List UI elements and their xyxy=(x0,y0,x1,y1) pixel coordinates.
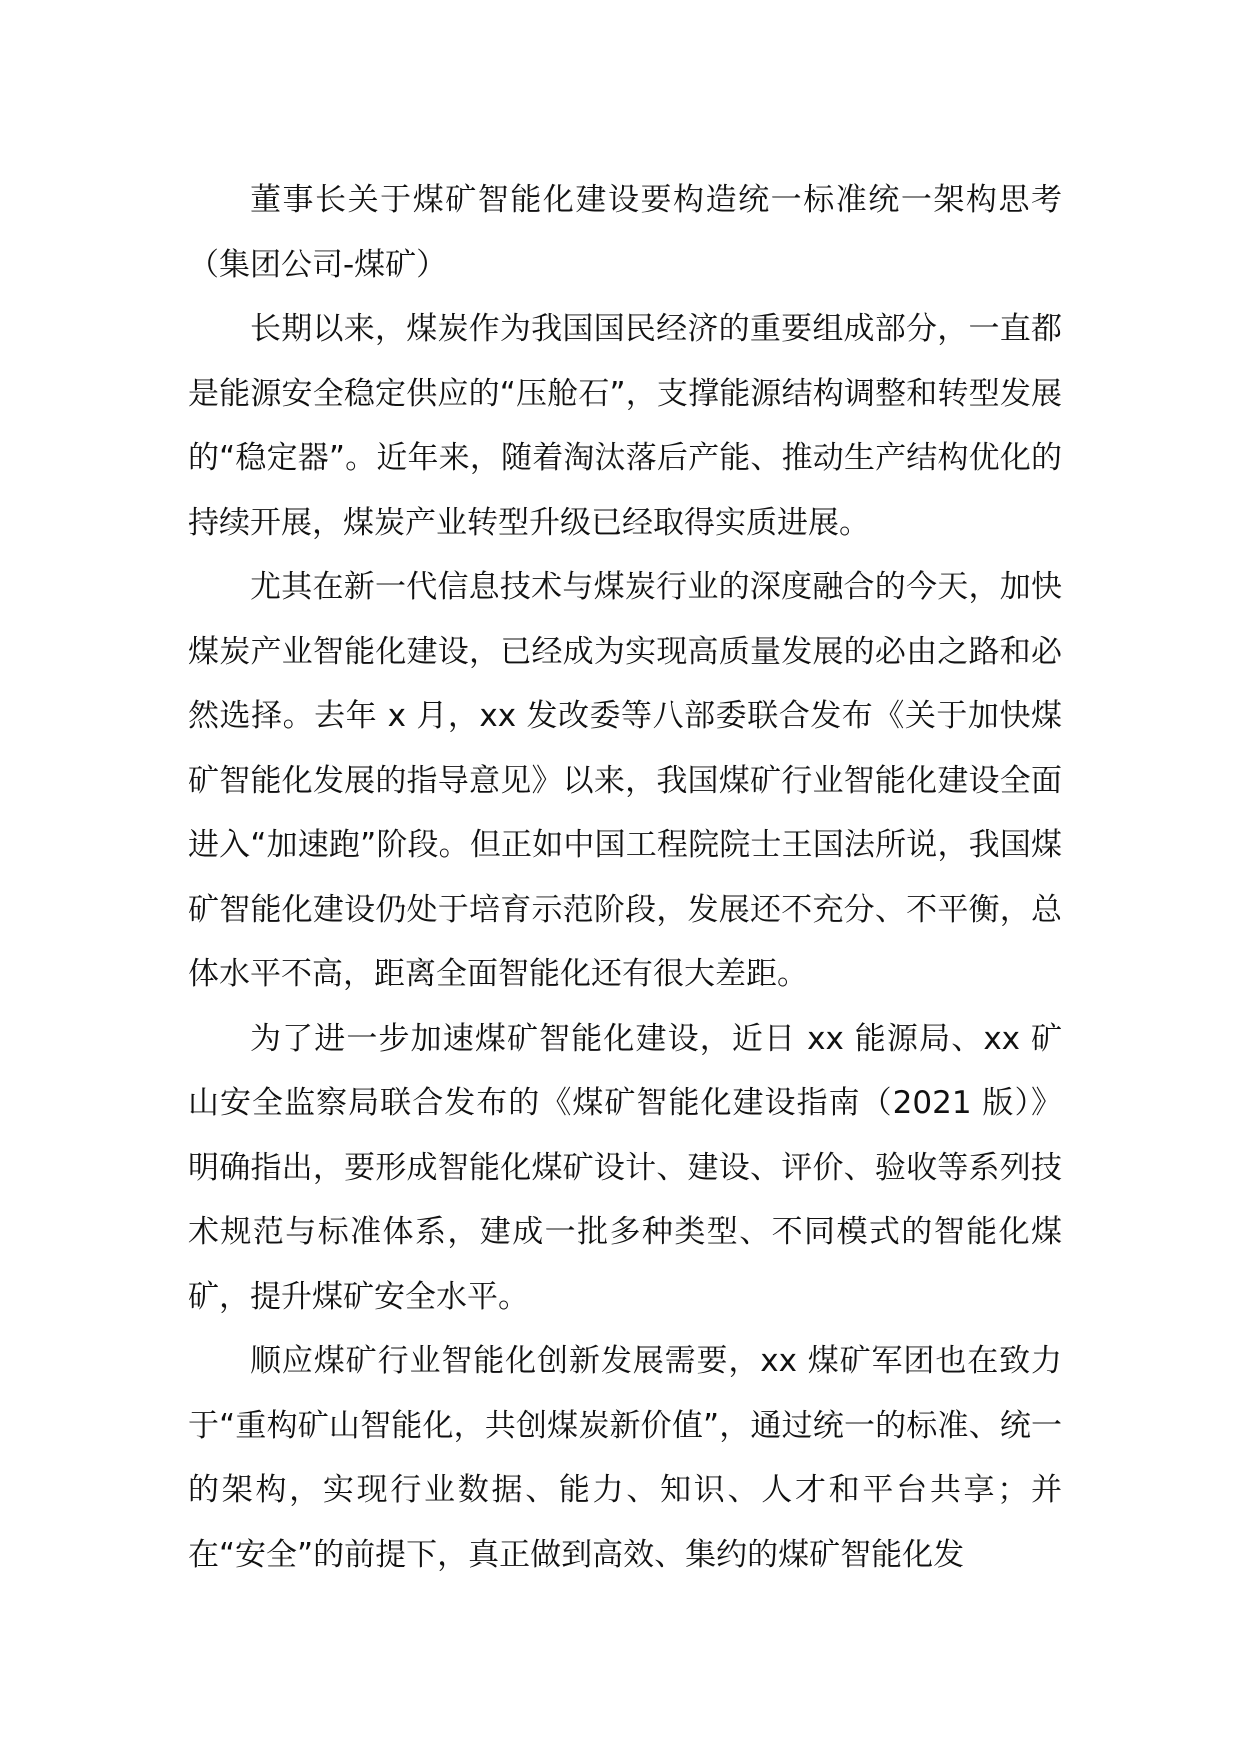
paragraph-2: 尤其在新一代信息技术与煤炭行业的深度融合的今天，加快煤炭产业智能化建设，已经成为实现高质量发展的必由之路和必然选择。去年 x 月，xx 发改委等八部委联合发布《关于加快煤矿智能化发展的指导意见》以来，我国煤矿行业智能化建设全面进入“加速跑”阶段。但正如中国工程院院士王国法所说，我国煤矿智能化建设仍处于培育示范阶段，发展还不充分、不平衡，总体水平不高，距离全面智能化还有很大差距。 xyxy=(188,569,1062,992)
paragraph-3: 为了进一步加速煤矿智能化建设，近日 xx 能源局、xx 矿山安全监察局联合发布的《煤矿智能化建设指南（2021 版）》明确指出，要形成智能化煤矿设计、建设、评价、验收等系列技术规范与标准体系，建成一批多种类型、不同模式的智能化煤矿，提升煤矿安全水平。 xyxy=(188,1020,1062,1315)
document-title: 董事长关于煤矿智能化建设要构造统一标准统一架构思考（集团公司-煤矿） xyxy=(188,182,1062,283)
document-body xyxy=(188,168,1062,1587)
paragraph-1: 长期以来，煤炭作为我国国民经济的重要组成部分，一直都是能源安全稳定供应的“压舱石”，支撑能源结构调整和转型发展的“稳定器”。近年来，随着淘汰落后产能、推动生产结构优化的持续开展，煤炭产业转型升级已经取得实质进展。 xyxy=(188,311,1062,541)
paragraph-4: 顺应煤矿行业智能化创新发展需要，xx 煤矿军团也在致力于“重构矿山智能化，共创煤炭新价值”，通过统一的标准、统一的架构，实现行业数据、能力、知识、人才和平台共享；并在“安全”的前提下，真正做到高效、集约的煤矿智能化发 xyxy=(188,1343,1062,1573)
